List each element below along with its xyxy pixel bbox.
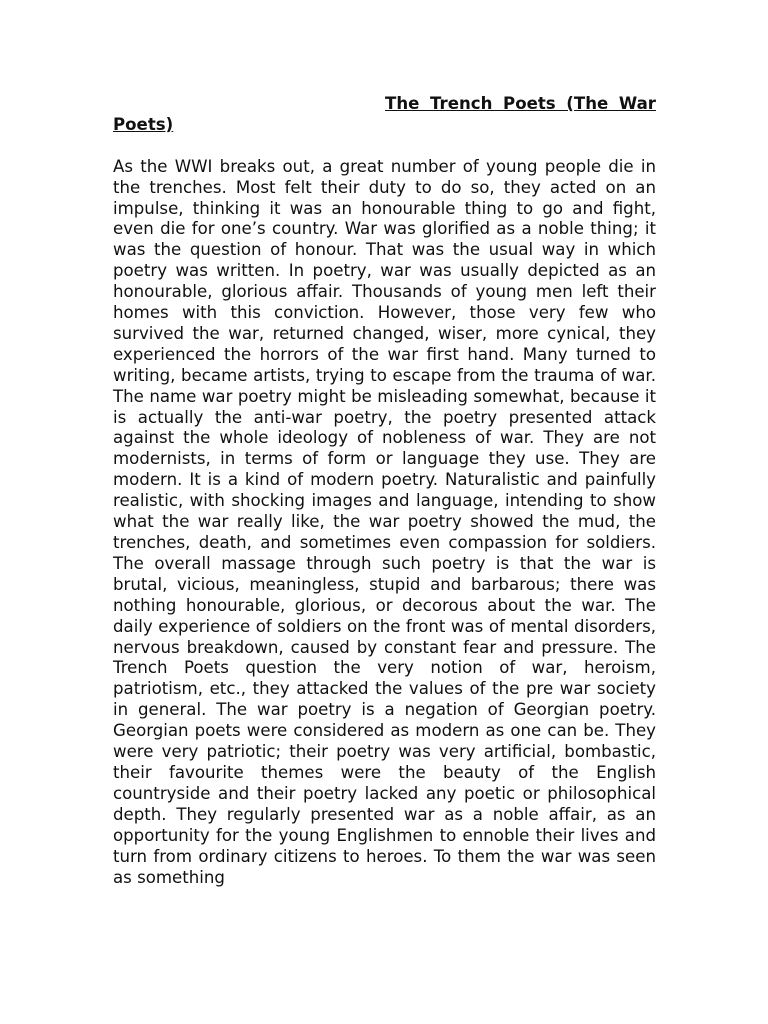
body-paragraph: As the WWI breaks out, a great number of young people die in the trenches. Most felt their duty to do so, they acted on an impulse, thinking it was an honourable thing to go and fight, even die for one’s country. War was glorified as a noble thing; it was the question of honour. That was the usual way in which poetry was written. In poetry, war was usually depicted as an honourable, glorious affair. Thousands of young men left their homes with this conviction. However, those very few who survived the war, returned changed, wiser, more cynical, they experienced the horrors of the war first hand. Many turned to writing, became artists, trying to escape from the trauma of war. The name war poetry might be misleading somewhat, because it is actually the anti-war poetry, the poetry presented attack against the whole ideology of nobleness of war. They are not modernists, in terms of form or language they use. They are modern. It is a kind of modern poetry. Naturalistic and painfully realistic, with shocking images and language, intending to show what the war really like, the war poetry showed the mud, the trenches, death, and sometimes even compassion for soldiers. The overall massage through such poetry is that the war is brutal, vicious, meaningless, stupid and barbarous; there was nothing honourable, glorious, or decorous about the war. The daily experience of soldiers on the front was of mental disorders, nervous breakdown, caused by constant fear and pressure. The Trench Poets question the very notion of war, heroism, patriotism, etc., they attacked the values of the pre war society in general. The war poetry is a negation of Georgian poetry. Georgian poets were considered as modern as one can be. They were very patriotic; their poetry was very artificial, bombastic, their favourite themes were the beauty of the English countryside and their poetry lacked any poetic or philosophical depth. They regularly presented war as a noble affair, as an opportunity for the young Englishmen to ennoble their lives and turn from ordinary citizens to heroes. To them the war was seen as something [113, 156, 656, 887]
document-title: The Trench Poets (The War Poets) [113, 94, 656, 134]
document-content [113, 94, 656, 888]
